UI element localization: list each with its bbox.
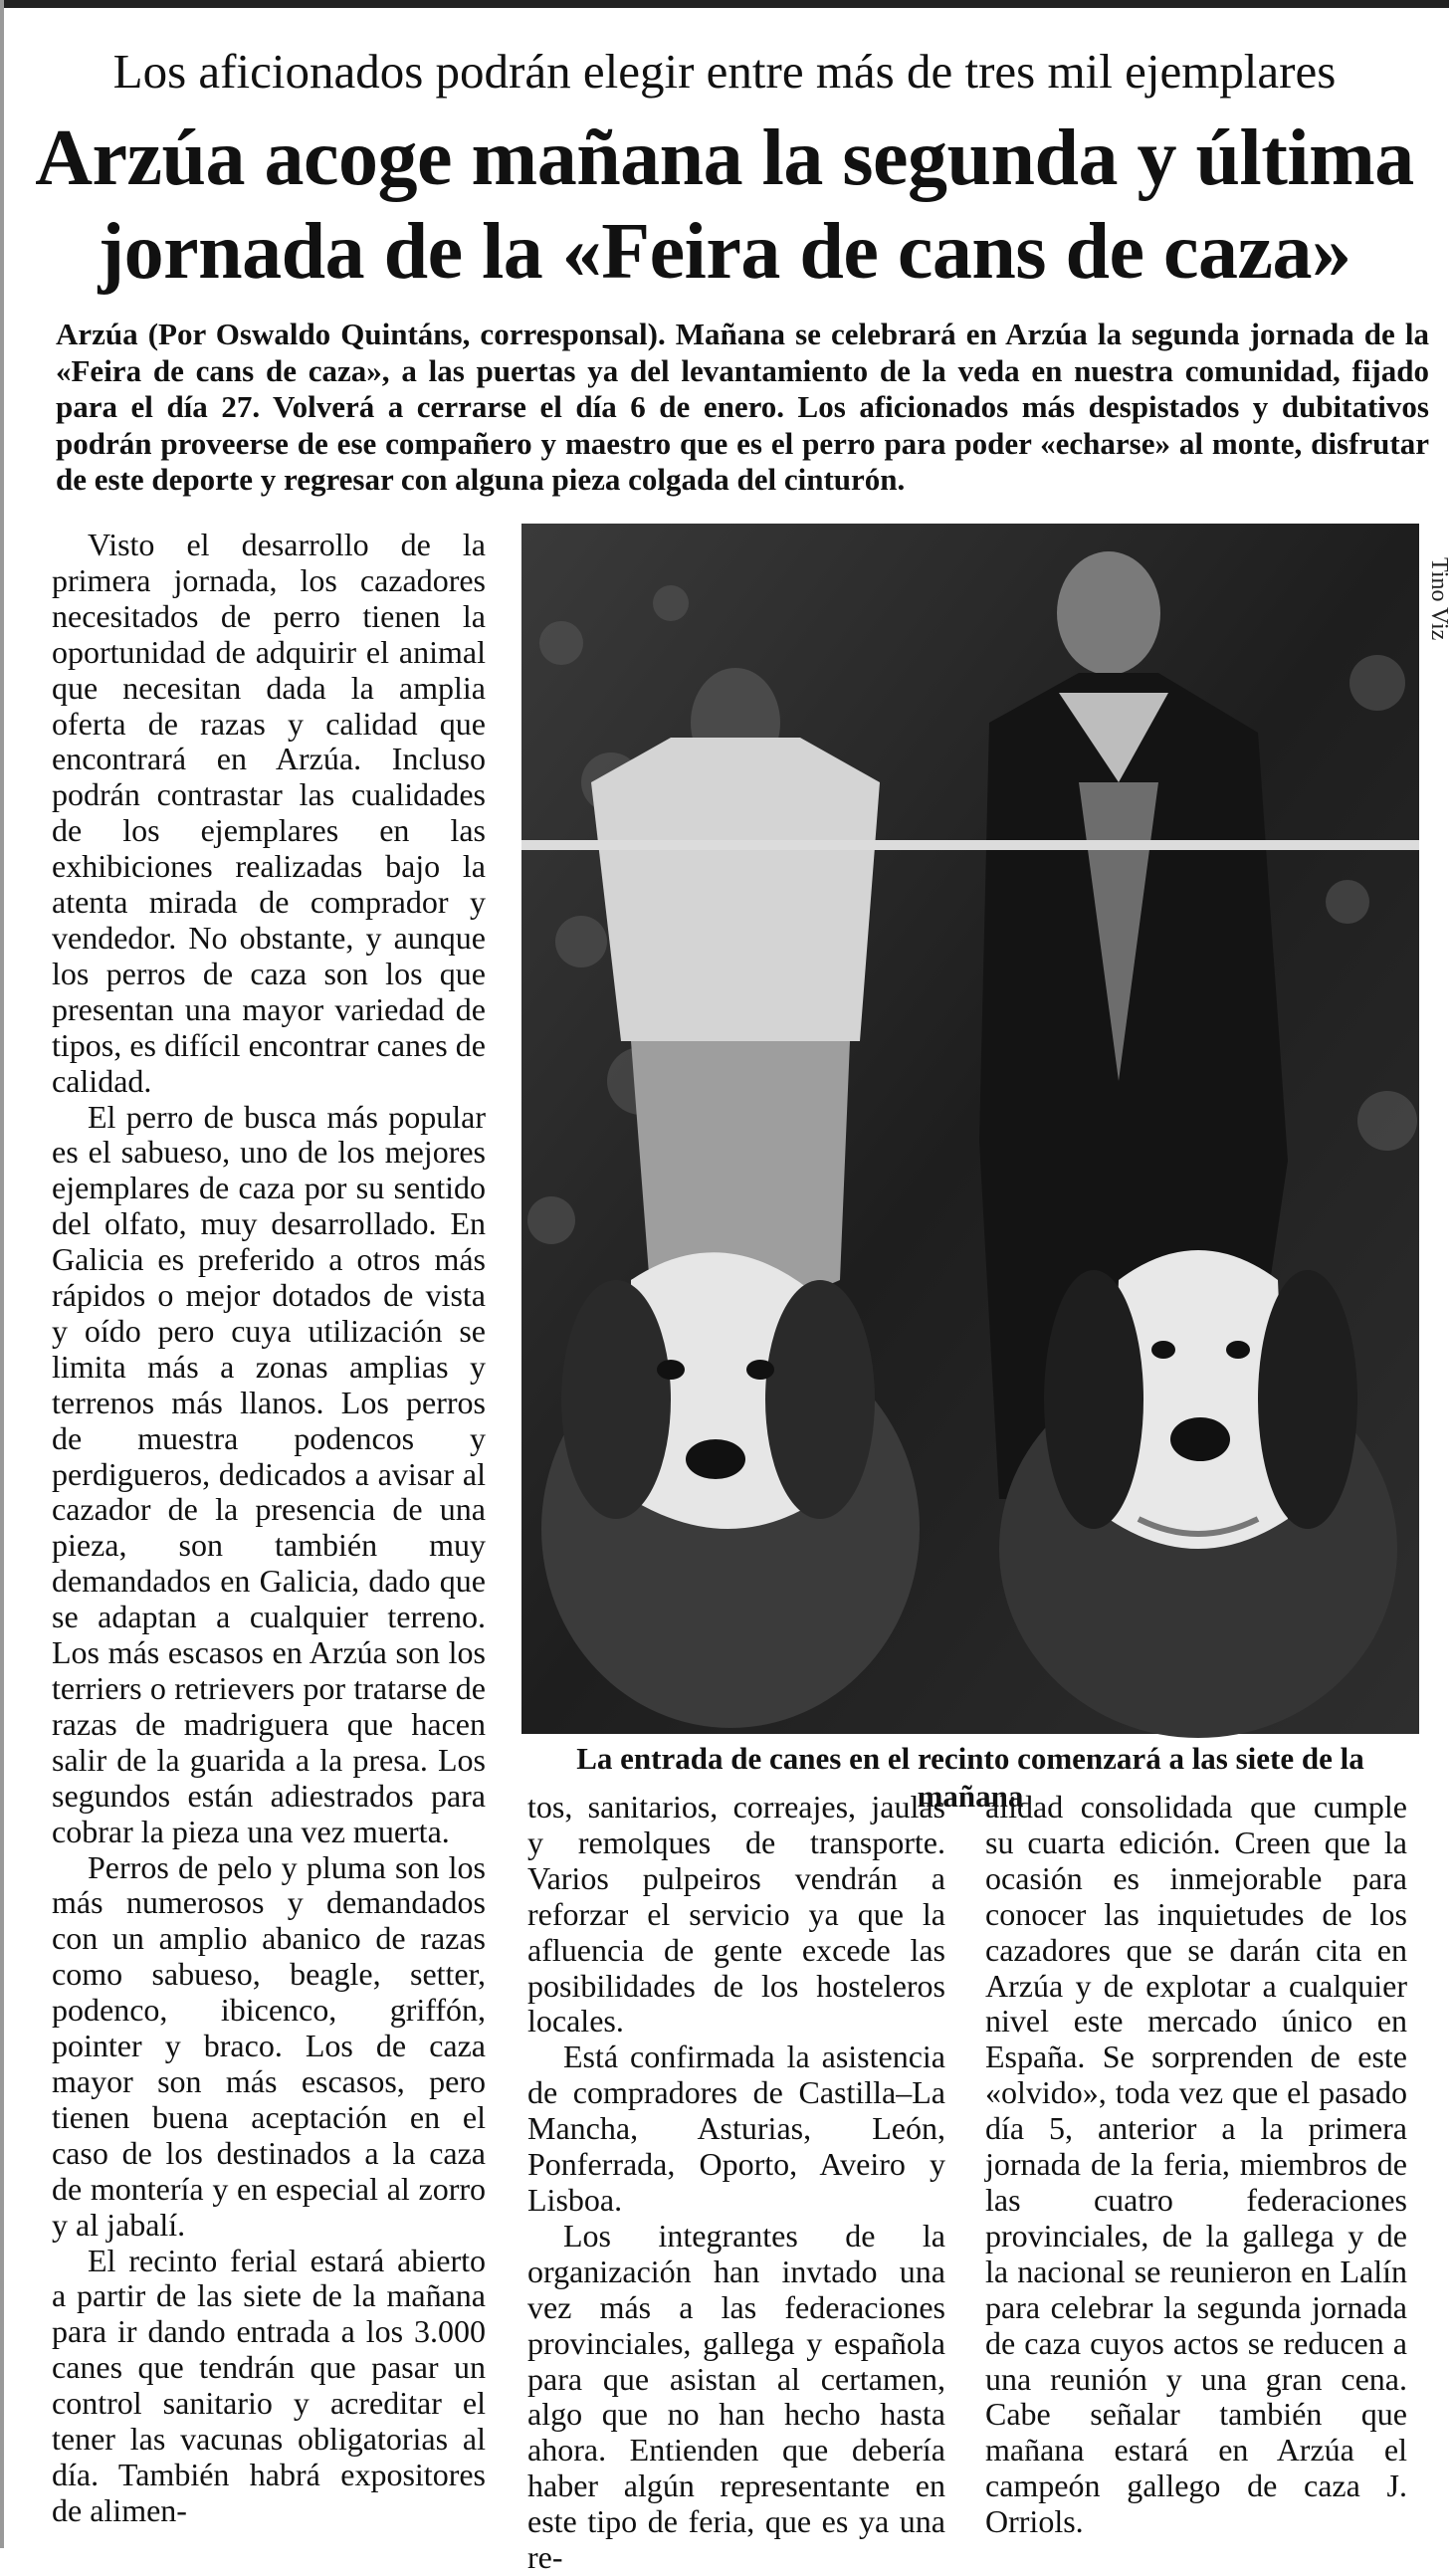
body-paragraph: Está confirmada la asistencia de compradores de Castilla–La Mancha, Asturias, León, Ponferrada, Oporto, Aveiro y Lisboa. bbox=[527, 2039, 945, 2218]
body-paragraph: El recinto ferial estará abierto a partir de las siete de la mañana para ir dando entrada a los 3.000 canes que tendrán que pasar un control sanitario y acreditar el tener las vacunas obligatorias al día. También habrá expositores de alimen- bbox=[52, 2242, 486, 2528]
top-rule bbox=[0, 0, 1449, 8]
left-margin-rule bbox=[0, 0, 4, 2548]
photo-credit: Tino Viz bbox=[1426, 557, 1452, 641]
body-paragraph: El perro de busca más popular es el sabueso, uno de los mejores ejemplares de caza por su sentido del olfato, muy desarrollado. En Galicia es preferido a otros más rápidos o mejor dotados de vista y oído pero cuya utilización se limita más a zonas amplias y terrenos más llanos. Los perros de muestra podencos y perdigueros, dedicados a avisar al cazador de la presencia de una pieza, son también muy demandados en Galicia, dado que se adaptan a cualquier terreno. Los más escasos en Arzúa son los terriers o retrievers por tratarse de razas de madriguera que hacen salir de la guarida a la presa. Los segundos están adiestrados para cobrar la pieza una vez muerta. bbox=[52, 1098, 486, 1849]
photo-illustration bbox=[521, 524, 1419, 1734]
body-paragraph: Perros de pelo y pluma son los más numerosos y demandados con un amplio abanico de razas como sabueso, beagle, setter, podenco, ibicenco, griffón, pointer y braco. Los de caza mayor son más escasos, pero tienen buena aceptación en el caso de los destinados a la caza de montería y en especial al zorro y al jabalí. bbox=[52, 1848, 486, 2243]
news-photo bbox=[521, 524, 1419, 1734]
body-column-2 bbox=[527, 1790, 945, 2576]
body-paragraph: tos, sanitarios, correajes, jaulas y remolques de transporte. Varios pulpeiros vendrán a reforzar el servicio ya que la afluencia de gente excede las posibilidades de los hosteleros locales. bbox=[527, 1789, 945, 2039]
lead-paragraph: Arzúa (Por Oswaldo Quintáns, corresponsal). Mañana se celebrará en Arzúa la segunda jornada de la «Feira de cans de caza», a las puertas ya del levantamiento de la veda en nuestra comunidad, fijado para el día 27. Volverá a cerrarse el día 6 de enero. Los aficionados más despistados y dubitativos podrán proveerse de ese compañero y maestro que es el perro para poder «echarse» al monte, disfrutar de este deporte y regresar con alguna pieza colgada del cinturón. bbox=[56, 317, 1429, 497]
headline: Arzúa acoge mañana la segunda y última jornada de la «Feira de cans de caza» bbox=[35, 114, 1414, 296]
body-paragraph: Los integrantes de la organización han invtado una vez más a las federaciones provinciales, gallega y española para que asistan al certamen, algo que no han hecho hasta ahora. Entienden que debería haber algún representante en este tipo de feria, que es ya una re- bbox=[527, 2217, 945, 2576]
body-column-3 bbox=[985, 1790, 1407, 2540]
photo-caption: La entrada de canes en el recinto comenzará a las siete de la mañana bbox=[576, 1741, 1364, 1814]
body-paragraph: alidad consolidada que cumple su cuarta edición. Creen que la ocasión es inmejorable para conocer las inquietudes de los cazadores que se darán cita en Arzúa y de explotar a cualquier nivel este mercado único en España. Se sorprenden de este «olvido», toda vez que el pasado día 5, anterior a la primera jornada de la feria, miembros de las cuatro federaciones provinciales, de la gallega y de la nacional se reunieron en Lalín para celebrar la segunda jornada de caza cuyos actos se reducen a una reunión y una gran cena. Cabe señalar también que mañana estará en Arzúa el campeón gallego de caza J. Orriols. bbox=[985, 1789, 1407, 2540]
kicker: Los aficionados podrán elegir entre más de tres mil ejemplares bbox=[112, 44, 1337, 99]
body-paragraph: Visto el desarrollo de la primera jornada, los cazadores necesitados de perro tienen la oportunidad de adquirir el animal que necesitan dada la amplia oferta de razas y calidad que encontrará en Arzúa. Incluso podrán contrastar las cualidades de los ejemplares en las exhibiciones realizadas bajo la atenta mirada de comprador y vendedor. No obstante, y aunque los perros de caza son los que presentan una mayor variedad de tipos, es difícil encontrar canes de calidad. bbox=[52, 527, 486, 1099]
dog-right bbox=[999, 1250, 1397, 1738]
body-column-1 bbox=[52, 528, 486, 2529]
